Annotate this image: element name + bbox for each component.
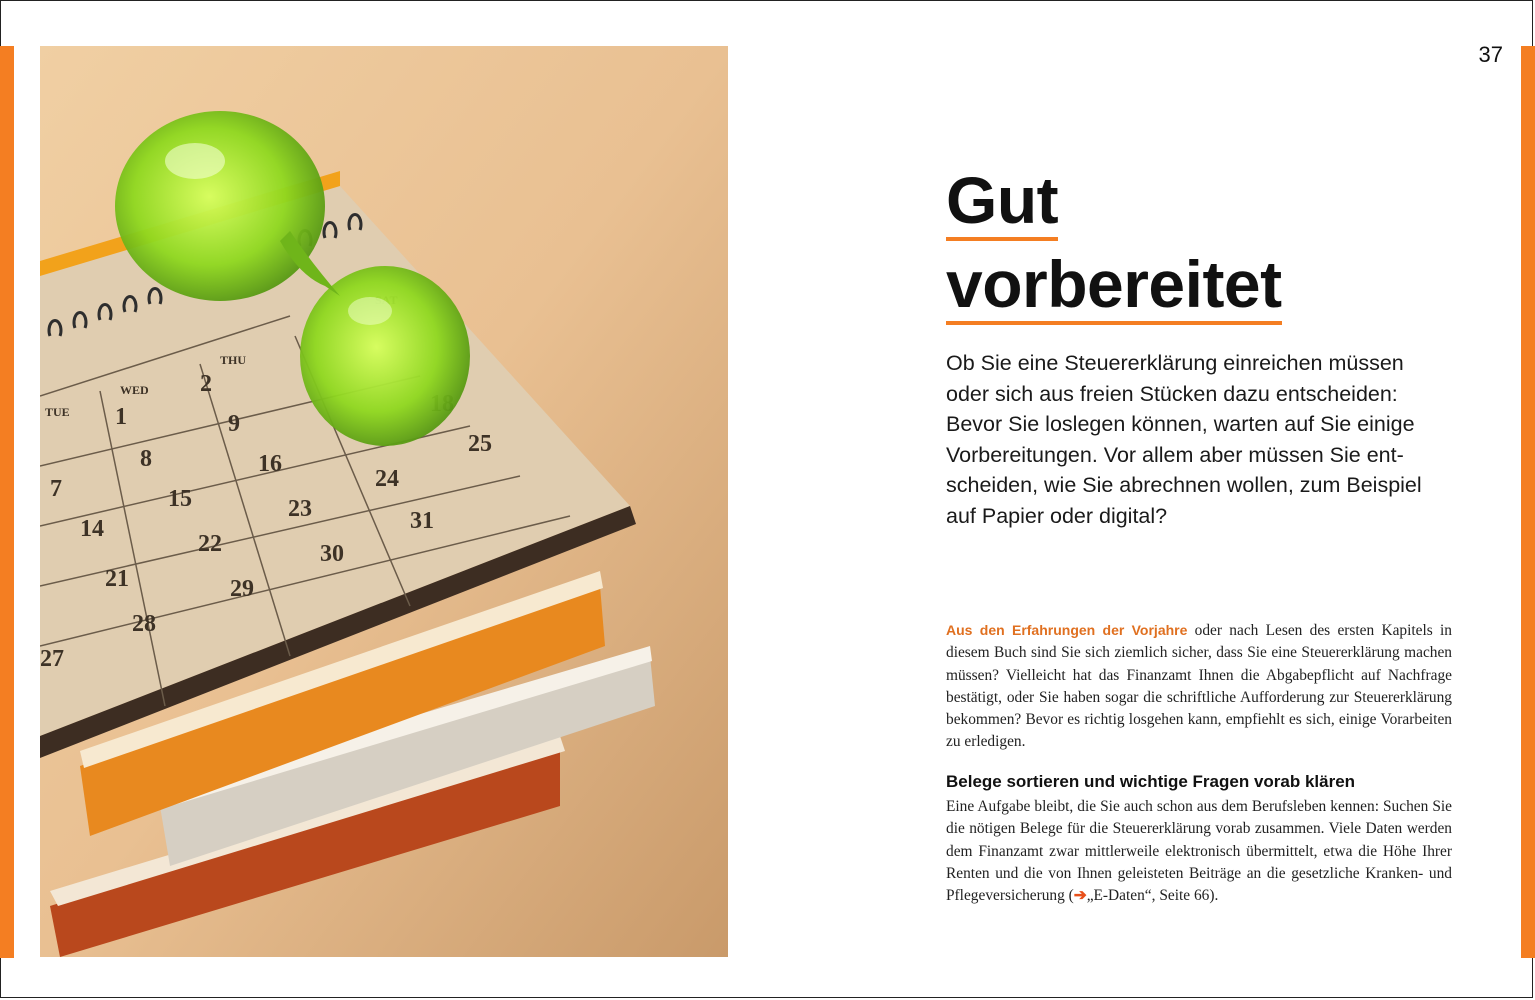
paragraph-2-text: Eine Aufgabe bleibt, die Sie auch schon aus dem Berufsleben kennen: Suchen Sie die nötigen Belege für die Steuererklärung vorab zusammen. Viele Daten werden dem Finanzamt zwar mittlerweile elektronisch übermittelt, etwa die Höhe Ihrer Renten und die von Ihnen geleisteten Beiträge an die gesetzliche Kranken- und Pflegeversicherung ( (946, 798, 1452, 905)
calendar-weekday: THU (220, 353, 247, 367)
calendar-weekday: TUE (45, 405, 70, 419)
calendar-weekday: WED (120, 383, 149, 397)
calendar-date: 7 (50, 476, 62, 502)
heading-line-1: Gut (946, 163, 1058, 241)
calendar-date: 15 (168, 486, 192, 512)
lead-paragraph: Ob Sie eine Steuererklärung einreichen müssen oder sich aus freien Stücken dazu entscheiden: Bevor Sie loslegen können, warten auf Sie einige Vorbereitungen. Vor allem aber müssen Sie entscheiden, wie Sie abrechnen wollen, zum Beispiel auf Papier oder digital? (946, 351, 1422, 528)
chapter-heading (946, 158, 1282, 326)
calendar-date: 31 (410, 508, 434, 534)
right-accent-bar (1521, 46, 1535, 958)
calendar-date: 8 (140, 446, 152, 472)
calendar-date: 30 (320, 541, 344, 567)
page-number: 37 (1478, 42, 1503, 67)
calendar-date: 23 (288, 496, 312, 522)
photo-illustration (40, 46, 728, 957)
arrow-right-icon: ➔ (1073, 887, 1087, 905)
calendar-date: 16 (258, 451, 282, 477)
calendar-date: 2 (200, 371, 212, 397)
section-subheading: Belege sortieren und wichtige Fragen vorab klären (946, 772, 1356, 791)
body-paragraph-1 (946, 619, 1452, 754)
body-paragraph-2 (946, 796, 1452, 907)
calendar-date: 22 (198, 531, 222, 557)
calendar-date: 9 (228, 411, 240, 437)
calendar-date: 24 (375, 466, 399, 492)
calendar-date: 25 (468, 431, 492, 457)
left-accent-bar (0, 46, 14, 958)
calendar-date: 27 (40, 646, 64, 672)
calendar-date: 21 (105, 566, 129, 592)
calendar-date: 14 (80, 516, 104, 542)
paragraph-1-text: oder nach Lesen des ersten Kapitels in diesem Buch sind Sie sich ziemlich sicher, dass Sie eine Steuererklärung machen müssen? Vielleicht hat das Finanzamt Ihnen die Abgabepflicht auf Nachfrage bestätigt, oder Sie haben sogar die schriftliche Aufforderung zur Steuererklärung bekommen? Bevor es richtig losgehen kann, empfiehlt es sich, einige Vorarbeiten zu erledigen. (946, 622, 1452, 751)
lead-in-phrase: Aus den Erfahrungen der Vorjahre (946, 622, 1188, 638)
cross-reference-link[interactable]: „E-Daten“, Seite 66). (1086, 887, 1219, 905)
hourglass-calendar-photo (40, 46, 728, 957)
calendar-date: 1 (115, 404, 127, 430)
heading-line-2: vorbereitet (946, 247, 1282, 325)
calendar-date: 28 (132, 611, 156, 637)
calendar-date: 29 (230, 576, 254, 602)
